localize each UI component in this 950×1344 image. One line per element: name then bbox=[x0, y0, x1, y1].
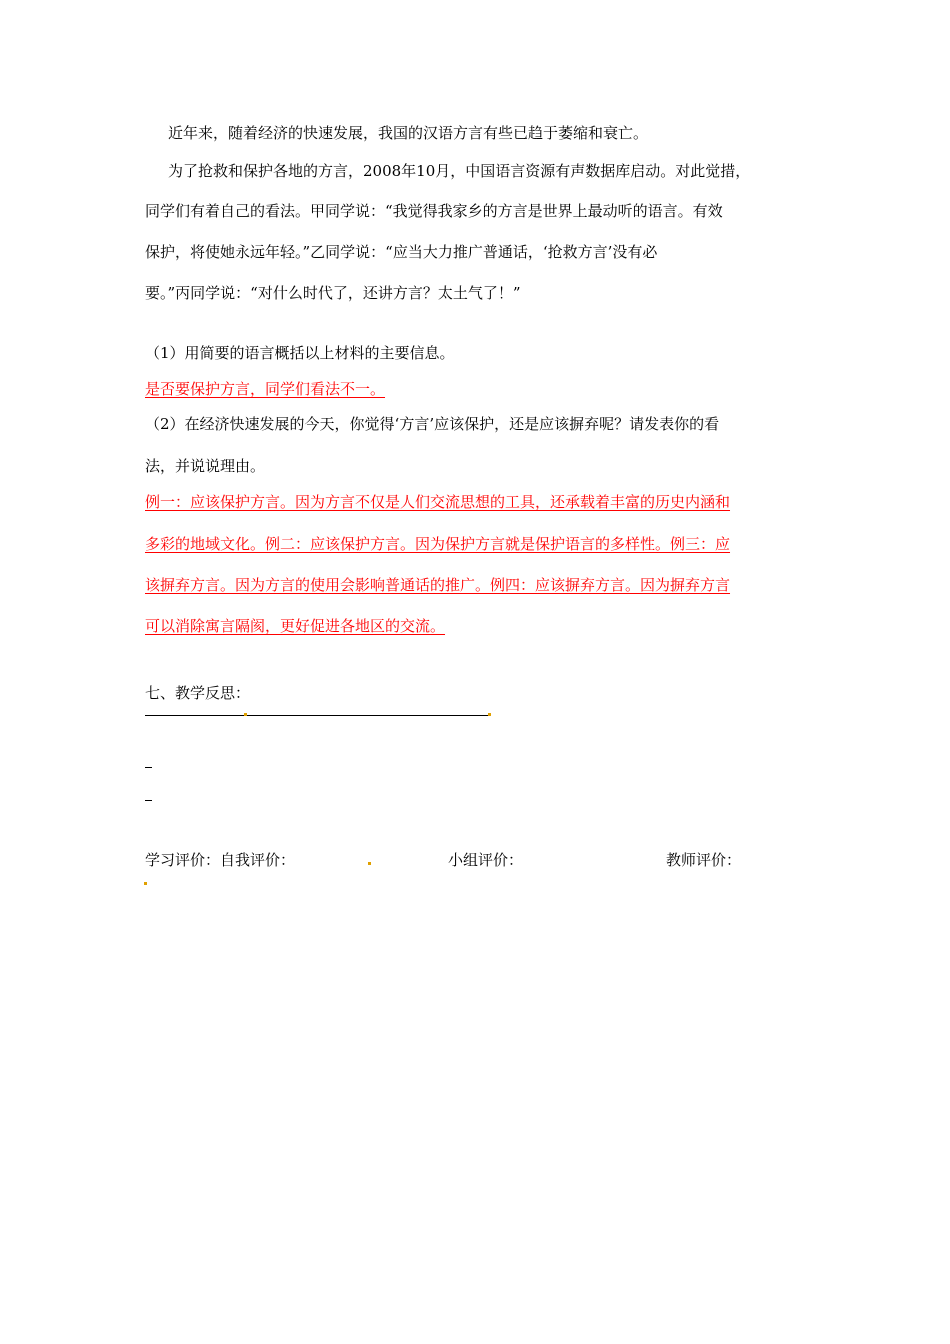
blank-line-mark bbox=[145, 767, 152, 768]
answer-2-line-4-text: 可以消除寓言隔阂，更好促进各地区的交流。 bbox=[145, 617, 446, 635]
question-2-line-2: 法，并说说理由。 bbox=[145, 457, 266, 475]
reflection-heading: 七、教学反思： bbox=[145, 684, 251, 702]
self-evaluation-label: 学习评价：自我评价： bbox=[145, 851, 296, 869]
passage-paragraph-1: 近年来，随着经济的快速发展，我国的汉语方言有些已趋于萎缩和衰亡。 bbox=[168, 124, 649, 142]
teacher-evaluation-label: 教师评价： bbox=[666, 851, 742, 869]
answer-2-line-4 bbox=[145, 615, 825, 637]
answer-2-line-2-text: 多彩的地域文化。例二：应该保护方言。因为保护方言就是保护语言的多样性。例三：应 bbox=[145, 535, 731, 553]
answer-2-line-3 bbox=[145, 574, 825, 596]
passage-paragraph-2-line-1: 为了抢救和保护各地的方言，2008年10月，中国语言资源有声数据库启动。对此觉措， bbox=[168, 162, 751, 180]
answer-1 bbox=[145, 378, 825, 400]
answer-2-line-1 bbox=[145, 491, 825, 513]
answer-2-line-3-text: 该摒弃方言。因为方言的使用会影响普通话的推广。例四：应该摒弃方言。因为摒弃方言 bbox=[145, 576, 731, 594]
format-mark bbox=[368, 862, 371, 865]
question-1: （1）用简要的语言概括以上材料的主要信息。 bbox=[145, 344, 455, 362]
format-mark bbox=[144, 882, 147, 885]
format-mark bbox=[244, 713, 247, 716]
passage-paragraph-2-line-4: 要。”丙同学说：“对什么时代了，还讲方言？太土气了！” bbox=[145, 284, 521, 302]
answer-2-line-1-text: 例一：应该保护方言。因为方言不仅是人们交流思想的工具，还承载着丰富的历史内涵和 bbox=[145, 493, 731, 511]
reflection-underline bbox=[145, 715, 490, 716]
format-mark bbox=[488, 713, 491, 716]
blank-line-mark bbox=[145, 800, 152, 801]
passage-paragraph-2-line-3: 保护，将使她永远年轻。”乙同学说：“应当大力推广普通话，‘抢救方言’没有必 bbox=[145, 243, 658, 261]
answer-1-text: 是否要保护方言，同学们看法不一。 bbox=[145, 380, 386, 398]
passage-paragraph-2-line-2: 同学们有着自己的看法。甲同学说：“我觉得我家乡的方言是世界上最动听的语言。有效 bbox=[145, 202, 723, 220]
question-2-line-1: （2）在经济快速发展的今天，你觉得‘方言’应该保护，还是应该摒弃呢？请发表你的看 bbox=[145, 415, 720, 433]
answer-2-line-2 bbox=[145, 533, 825, 555]
group-evaluation-label: 小组评价： bbox=[448, 851, 524, 869]
